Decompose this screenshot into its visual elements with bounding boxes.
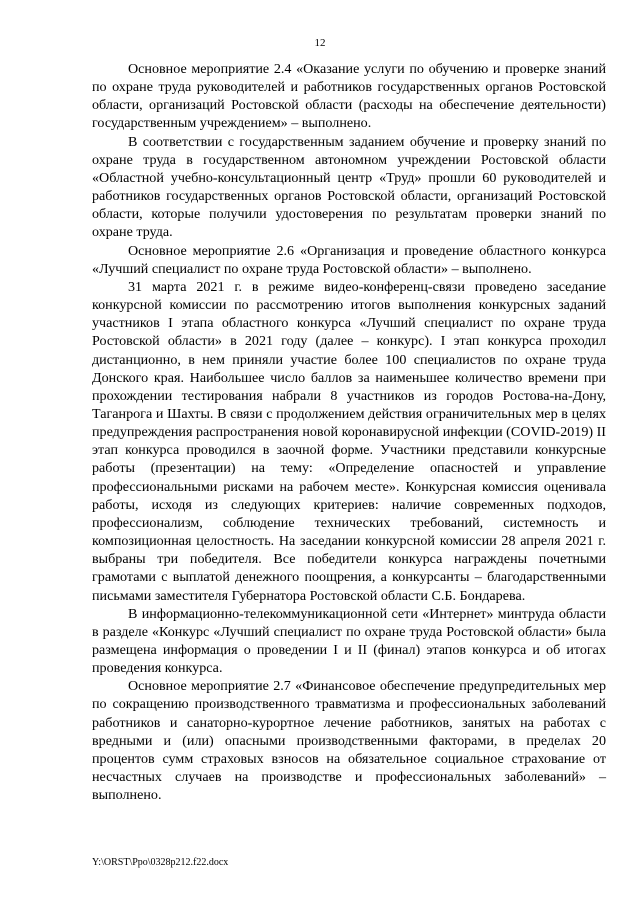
footer-file-path: Y:\ORST\Ppo\0328p212.f22.docx: [92, 857, 229, 868]
paragraph-internet-info: В информационно-телекоммуникационной сети «Интернет» минтруда области в разделе «Конкурс «Лучший специалист по охране труда Ростовской области» была размещена информация о проведении I и II (финал) этапов конкурса и об итогах проведения конкурса.: [92, 605, 606, 677]
document-body: [92, 60, 606, 804]
paragraph-training-results: В соответствии с государственным заданием обучение и проверку знаний по охране труда в государственном автономном учреждении Ростовской области «Областной учебно-консультационный центр «Труд» прошли 60 руководителей и работников государственных органов Ростовской области, организаций Ростовской области, которые получили удостоверения по результатам проверки знаний по охране труда.: [92, 133, 606, 241]
paragraph-measure-2-7: Основное мероприятие 2.7 «Финансовое обеспечение предупредительных мер по сокращению производственного травматизма и профессиональных заболеваний работников и санаторно-курортное лечение работников, занятых на работах с вредными и (или) опасными производственными факторами, в пределах 20 процентов сумм страховых взносов на обязательное социальное страхование от несчастных случаев на производстве и профессиональных заболеваний» – выполнено.: [92, 678, 606, 804]
page-number: 12: [314, 37, 326, 49]
paragraph-measure-2-6: Основное мероприятие 2.6 «Организация и проведение областного конкурса «Лучший специалист по охране труда Ростовской области» – выполнено.: [92, 242, 606, 277]
paragraph-contest-details: 31 марта 2021 г. в режиме видео-конференц-связи проведено заседание конкурсной комиссии по рассмотрению итогов выполнения конкурсных заданий участников I этапа областного конкурса «Лучший специалист по охране труда Ростовской области» в 2021 году (далее – конкурс). I этап конкурса проходил дистанционно, в нем приняли участие более 100 специалистов по охране труда Донского края. Наибольшее число баллов за наименьшее количество времени при прохождении тестирования набрали 8 участников из городов Ростова-на-Дону, Таганрога и Шахты. В связи с продолжением действия ограничительных мер в целях предупреждения распространения новой коронавирусной инфекции (COVID-2019) II этап конкурса проводился в заочной форме. Участники представили конкурсные работы (презентации) на тему: «Определение опасностей и управление профессиональными рисками на рабочем месте». Конкурсная комиссия оценивала работы, исходя из следующих критериев: наличие современных подходов, профессионализм, соблюдение технических требований, системность и композиционная целостность. На заседании конкурсной комиссии 28 апреля 2021 г. выбраны три победителя. Все победители конкурса награждены почетными грамотами с выплатой денежного поощрения, а конкурсанты – благодарственными письмами заместителя Губернатора Ростовской области С.Б. Бондарева.: [92, 278, 606, 604]
paragraph-measure-2-4: Основное мероприятие 2.4 «Оказание услуги по обучению и проверке знаний по охране труда руководителей и работников государственных органов Ростовской области, организаций Ростовской области (расходы на обеспечение деятельности) государственным учреждением» – выполнено.: [92, 61, 606, 132]
